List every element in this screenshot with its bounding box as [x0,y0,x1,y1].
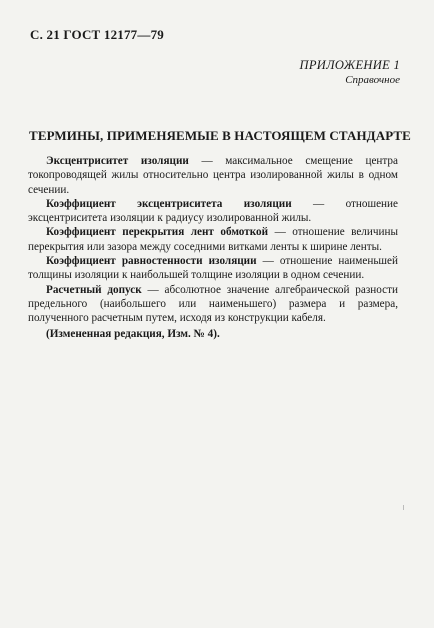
amendment-note: (Измененная редакция, Изм. № 4). [46,327,220,340]
term-definition: — отношение наименьшей толщины изоляции к наибольшей толщине изоляции в одном сечении. [28,255,398,282]
term-definition: — отношение эксцентриситета изоляции к радиусу изолированной жилы. [28,197,398,225]
term-definition: — максимальное смещение центра токопроводящей жилы относительно центра изолированной жилы в одном сечении. [28,155,398,196]
appendix-title: ПРИЛОЖЕНИЕ 1 [299,58,400,72]
terms-list [28,154,398,341]
appendix-subtitle: Справочное [345,74,400,86]
term-name: Коэффициент эксцентриситета изоляции [46,197,292,210]
term-name: Коэффициент равностенности изоляции [46,255,257,268]
term-paragraph [28,254,398,283]
section-title: ТЕРМИНЫ, ПРИМЕНЯЕМЫЕ В НАСТОЯЩЕМ СТАНДАРТЕ [29,128,411,143]
term-paragraph [28,225,398,254]
term-paragraph [28,283,398,326]
term-name: Эксцентриситет изоляции [46,155,189,167]
appendix-label [300,58,400,86]
term-definition: — абсолютное значение алгебраической разности предельного (наибольшего или наименьшего) размера и размера, полученного расчетным путем, исходя из конструкции кабеля. [28,283,398,325]
term-paragraph [28,154,398,197]
term-name: Коэффициент перекрытия лент обмоткой [46,226,269,239]
term-name: Расчетный допуск [46,283,142,296]
term-definition: — отношение величины перекрытия или зазора между соседними витками ленты к ширине ленты. [28,226,398,253]
scan-mark [403,505,404,510]
term-paragraph [28,197,398,226]
page-header: С. 21 ГОСТ 12177—79 [30,27,164,42]
